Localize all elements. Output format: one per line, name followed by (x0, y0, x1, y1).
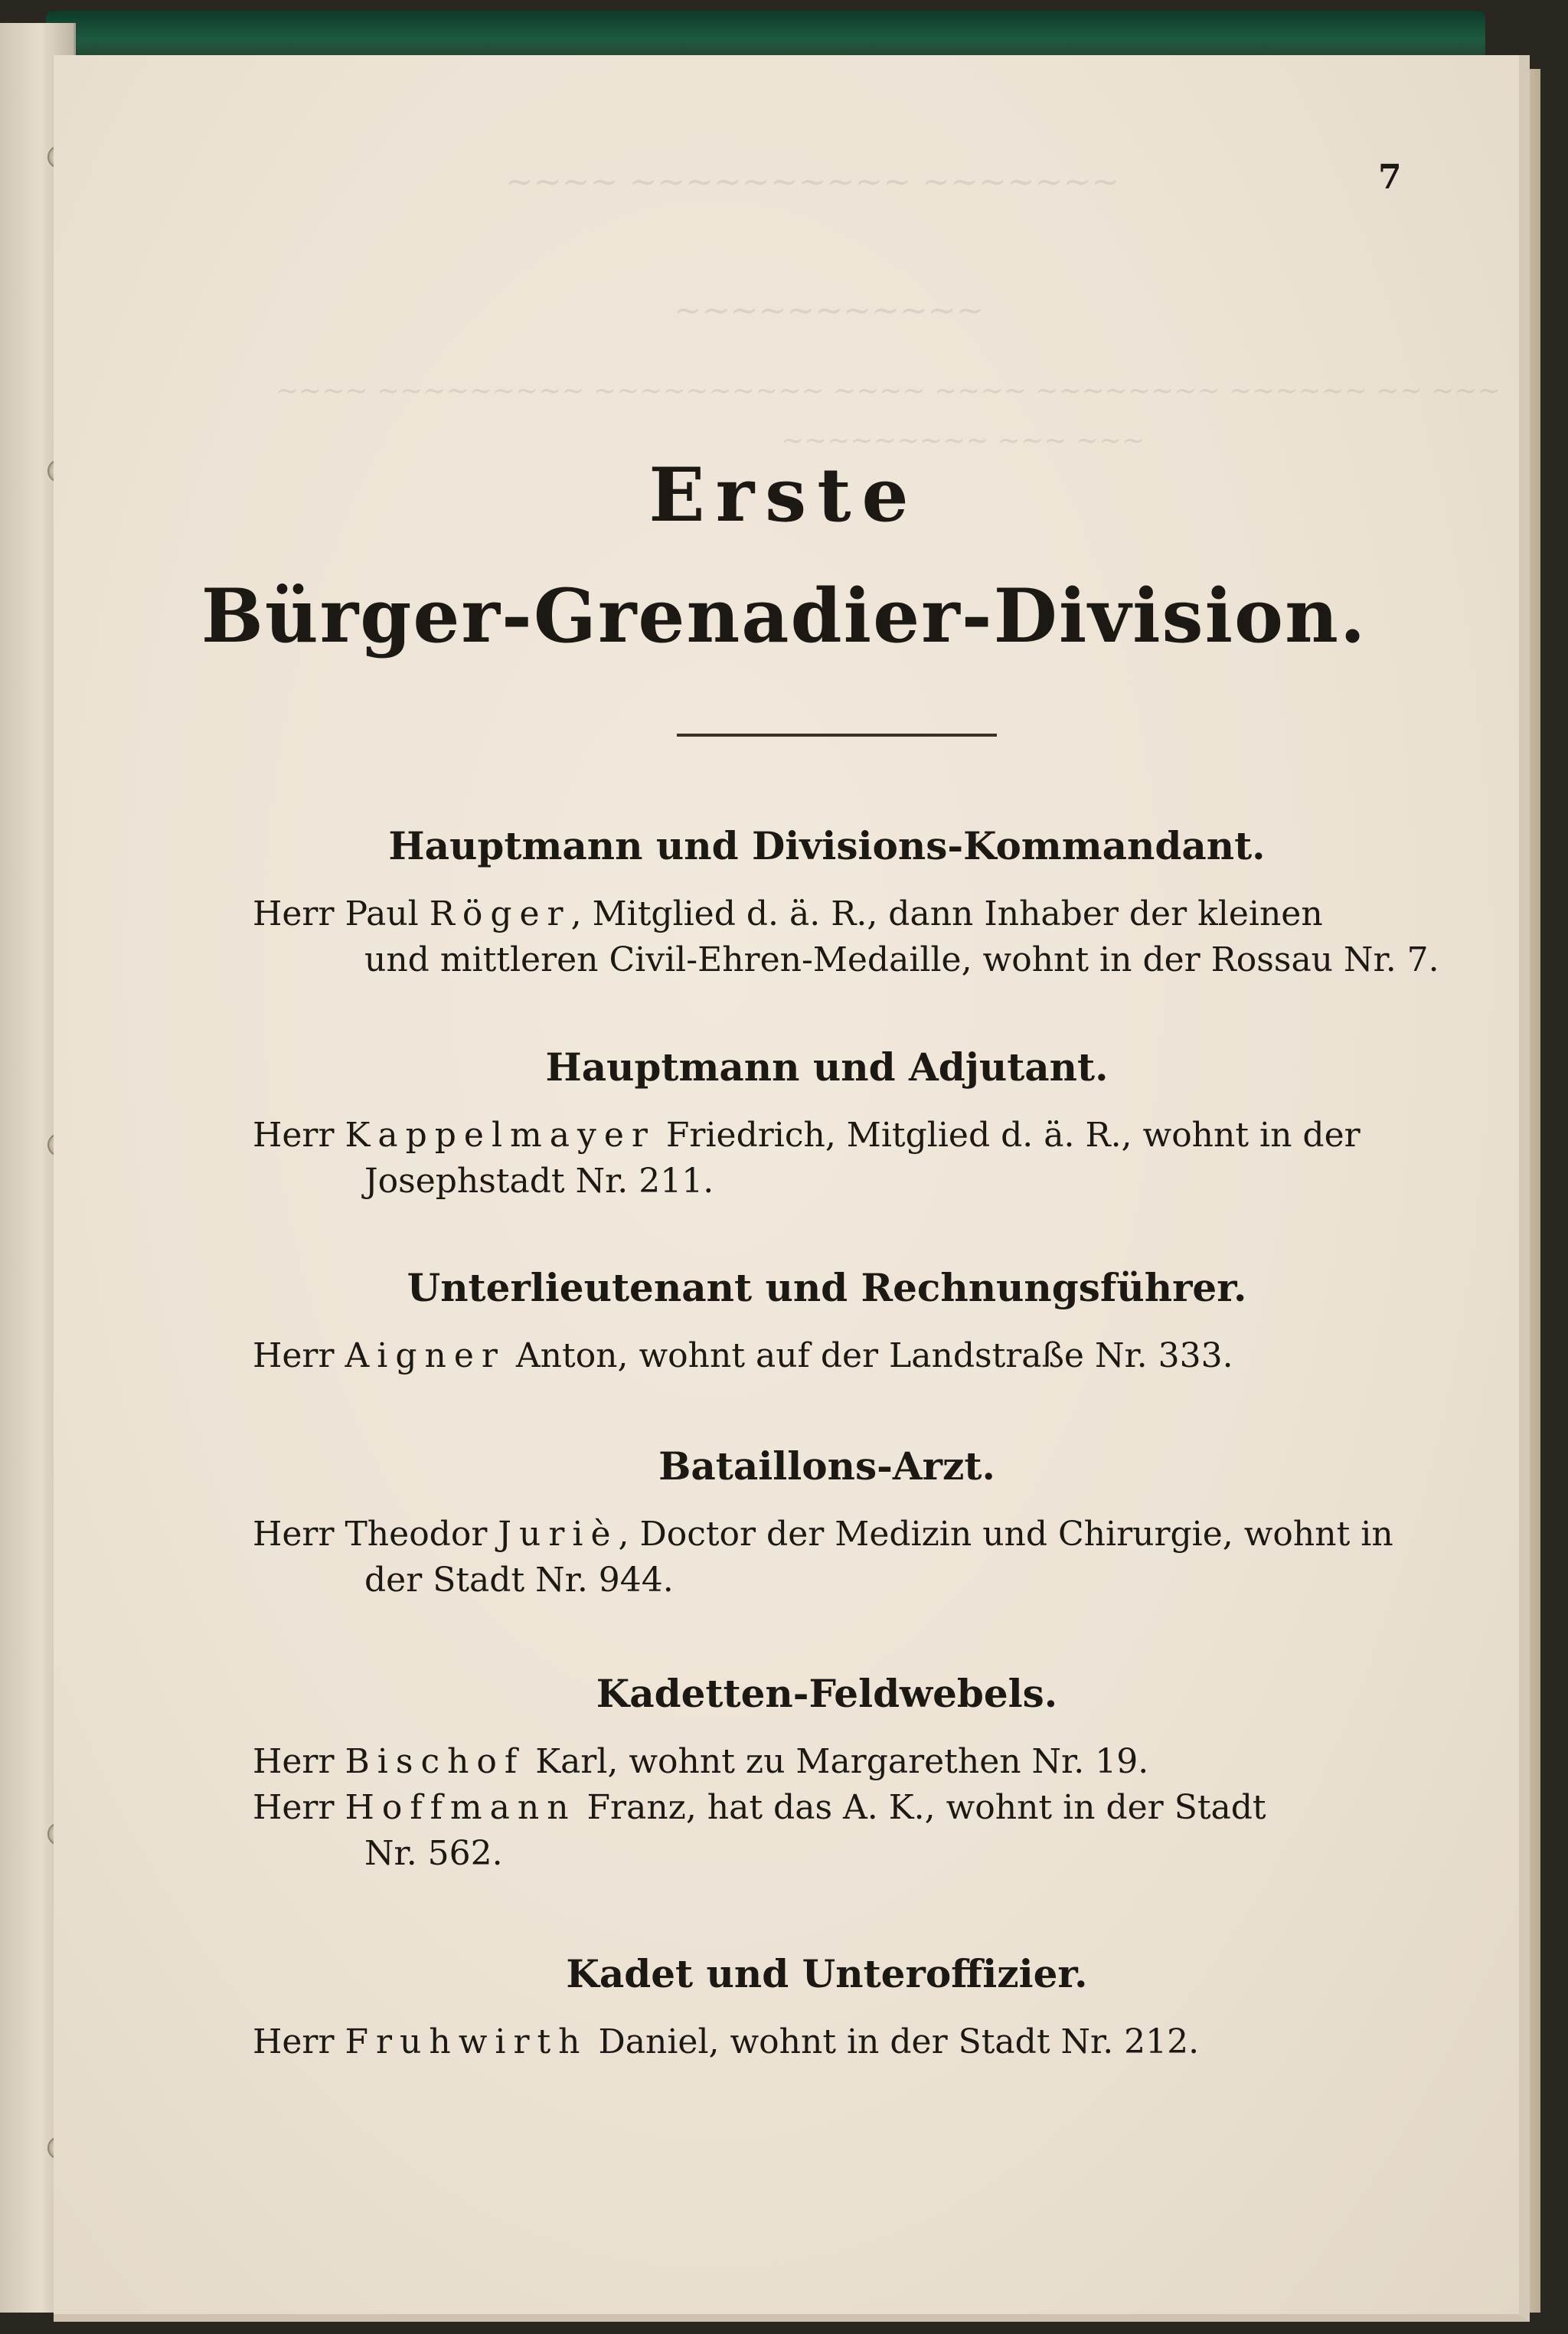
person-entry (253, 1739, 1401, 1785)
person-surname: Röger (429, 894, 571, 933)
page-title-line2: Bürger-Grenadier-Division. (201, 573, 1367, 659)
entry-details: Anton, wohnt auf der Landstraße Nr. 333. (505, 1336, 1233, 1375)
entry-details: , Doctor der Medizin und Chirurgie, wohnt in (618, 1515, 1393, 1554)
person-surname: Juriè (498, 1515, 619, 1554)
entry-line (253, 1333, 1401, 1379)
person-entry (253, 1785, 1401, 1877)
person-entry (253, 891, 1439, 983)
show-through-line: ~~~~~~~~~ ~~~ ~~~ (781, 425, 1145, 456)
section-heading: Bataillons-Arzt. (658, 1443, 995, 1489)
entry-details: Daniel, wohnt in der Stadt Nr. 212. (587, 2022, 1200, 2061)
section-heading: Kadet und Unteroffizier. (566, 1951, 1088, 1996)
entry-prefix: Herr Theodor (253, 1515, 498, 1554)
section-heading: Hauptmann und Divisions-Kommandant. (388, 823, 1266, 868)
entry-details: Karl, wohnt zu Margarethen Nr. 19. (524, 1742, 1149, 1781)
entry-prefix: Herr (253, 1336, 345, 1375)
section-kadet-unteroffizier (253, 1951, 1401, 2065)
person-entry (253, 1113, 1401, 1205)
section-divisions-kommandant (253, 823, 1439, 983)
entry-prefix: Herr (253, 1742, 345, 1781)
entry-continuation: der Stadt Nr. 944. (364, 1561, 674, 1600)
person-surname: Hoffmann (345, 1788, 577, 1827)
person-surname: Bischof (345, 1742, 525, 1781)
entry-continuation: Nr. 562. (364, 1834, 503, 1873)
show-through-line: ~~~~ ~~~~~~~~~~ ~~~~~~~ (505, 162, 1120, 201)
person-surname: Aigner (345, 1336, 505, 1375)
entry-line (253, 1113, 1401, 1159)
show-through-line: ~~~~~~~~~~~ (674, 291, 985, 330)
title-divider (677, 734, 997, 737)
show-through-line: ~~~~ ~~~~~~~~~ ~~~~~~~~~~ ~~~~ ~~~~ ~~~~~~~~ ~~~~~~ ~~ ~~~ (276, 375, 1501, 407)
person-entry (253, 2019, 1401, 2065)
entry-line (253, 1785, 1401, 1831)
entry-line (253, 1739, 1401, 1785)
entry-prefix: Herr (253, 1116, 345, 1155)
section-heading: Hauptmann und Adjutant. (545, 1044, 1109, 1090)
entry-prefix: Herr Paul (253, 894, 430, 933)
section-heading: Kadetten-Feldwebels. (596, 1671, 1058, 1716)
entry-continuation: und mittleren Civil-Ehren-Medaille, wohnt in der Rossau Nr. 7. (364, 940, 1439, 979)
section-bataillons-arzt (253, 1443, 1401, 1603)
entry-line (253, 1512, 1401, 1558)
entry-line (253, 2019, 1401, 2065)
person-surname: Kappelmayer (345, 1116, 655, 1155)
entry-prefix: Herr (253, 1788, 345, 1827)
entry-continuation: Josephstadt Nr. 211. (364, 1162, 714, 1201)
section-adjutant (253, 1044, 1401, 1205)
entry-details: Franz, hat das A. K., wohnt in der Stadt (576, 1788, 1266, 1827)
entry-details: , Mitglied d. ä. R., dann Inhaber der kleinen (570, 894, 1323, 933)
page-number: 7 (1378, 158, 1402, 197)
entry-details: Friedrich, Mitglied d. ä. R., wohnt in der (655, 1116, 1361, 1155)
person-entry (253, 1333, 1401, 1379)
entry-prefix: Herr (253, 2022, 345, 2061)
entry-line (253, 891, 1401, 937)
section-rechnungsfuehrer (253, 1265, 1401, 1379)
section-heading: Unterlieutenant und Rechnungsführer. (407, 1265, 1247, 1310)
person-entry (253, 1512, 1401, 1603)
page-title-line1: Erste (648, 452, 920, 538)
person-surname: Fruhwirth (345, 2022, 588, 2061)
section-kadetten-feldwebels (253, 1671, 1401, 1877)
